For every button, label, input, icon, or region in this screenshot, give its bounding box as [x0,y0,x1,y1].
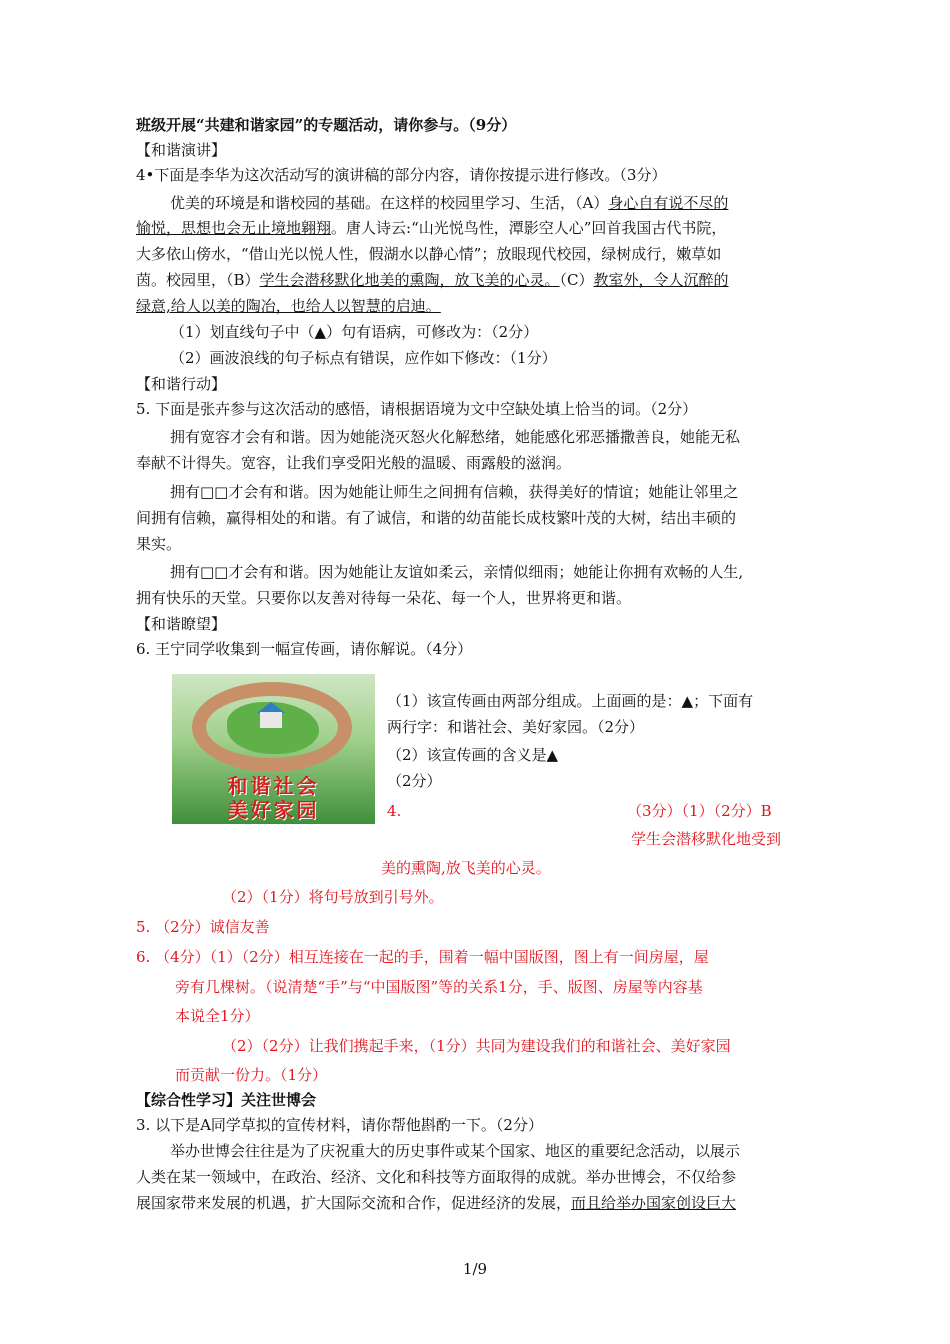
q4-text-b: 。唐人诗云:“山光悦鸟性，潭影空人心”回首我国古代书院， [331,219,727,237]
answer6-line1: 6. （4分）（1）（2分）相互连接在一起的手，围着一幅中国版图，图上有一间房屋，屋 [136,948,709,966]
q6-sub2-line2: （2分） [387,772,442,790]
q4-para-line3: 大多依山傍水，“借山光以悦人性，假湖水以静心情”；放眼现代校园，绿树成行，嫩草如 [136,245,722,263]
q4-sentence-a-start: 身心自有说不尽的 [608,194,729,212]
answer4-line3: 美的熏陶,放飞美的心灵。 [381,859,551,877]
q4-sentence-a-end: 愉悦，思想也会无止境地翱翔 [136,219,332,237]
answer6-line2: 旁有几棵树。（说清楚“手”与“中国版图”等的关系1分，手、版图、房屋等内容基 [175,978,703,996]
q5-para-a1: 拥有宽容才会有和谐。因为她能浇灭怒火化解愁绪，她能感化邪恶播撒善良，她能无私 [170,428,741,446]
answer5: 5. （2分）诚信友善 [136,918,270,936]
q3-para-line3 [136,1192,736,1214]
house-icon [260,712,282,728]
q6-sub2-line1: （2）该宣传画的含义是▲ [387,746,559,764]
q4-text-c: 茵。校园里，（B） [136,271,260,289]
q5-para-c1: 拥有□□才会有和谐。因为她能让友谊如柔云，亲情似细雨；她能让你拥有欢畅的人生, [170,563,744,581]
q3-stem: 3. 以下是A同学草拟的宣传材料，请你帮他斟酌一下。（2分） [136,1116,543,1134]
answer4-line4: （2）（1分）将句号放到引号外。 [222,888,444,906]
q4-sub2: （2）画波浪线的句子标点有错误，应作如下修改：（1分） [170,349,557,367]
activity-title: 班级开展“共建和谐家园”的专题活动，请你参与。（9分） [136,116,517,134]
q5-para-a2: 奉献不计得失。宽容，让我们享受阳光般的温暖、雨露般的滋润。 [136,454,572,472]
answer6-line3: 本说全1分） [175,1007,260,1025]
q4-para-line4 [136,269,729,291]
q4-stem: 4•下面是李华为这次活动写的演讲稿的部分内容，请你按提示进行修改。（3分） [136,166,667,184]
answer6-line4: （2）（2分）让我们携起手来，（1分）共同为建设我们的和谐社会、美好家园 [222,1037,731,1055]
q4-text-a: 优美的环境是和谐校园的基础。在这样的校园里学习、生活，（A） [170,194,609,212]
section-expo: 【综合性学习】关注世博会 [136,1091,317,1109]
q5-para-b1: 拥有□□才会有和谐。因为她能让师生之间拥有信赖，获得美好的情谊；她能让邻里之 [170,483,739,501]
q6-sub1-line2: 两行字：和谐社会、美好家园。（2分） [387,718,645,736]
poster-caption-line2: 美好家园 [227,798,320,822]
q6-stem: 6. 王宁同学收集到一幅宣传画，请你解说。（4分） [136,640,473,658]
q4-para-line5 [136,295,441,317]
q5-para-b3: 果实。 [136,535,182,553]
section-outlook: 【和谐瞭望】 [136,615,227,633]
q4-label-c: （C） [559,271,594,289]
q4-sentence-c-start: 教室外，令人沉醉的 [593,271,729,289]
q3-para-line2: 人类在某一领域中，在政治、经济、文化和科技等方面取得的成就。举办世博会，不仅给参 [136,1168,737,1186]
answer4-line2: 学生会潜移默化地受到 [631,830,782,848]
propaganda-poster-image [172,674,375,824]
q4-para-line1 [170,192,728,214]
q3-para-line1: 举办世博会往往是为了庆祝重大的历史事件或某个国家、地区的重要纪念活动，以展示 [170,1142,741,1160]
q5-stem: 5. 下面是张卉参与这次活动的感悟，请根据语境为文中空缺处填上恰当的词。（2分） [136,400,698,418]
page-number: 1/9 [462,1260,488,1278]
q4-sub1: （1）划直线句子中（▲）句有语病，可修改为：（2分） [170,323,539,341]
q6-sub1-line1: （1）该宣传画由两部分组成。上面画的是：▲；下面有 [387,692,754,710]
answer4-head: （3分）（1）（2分）B [627,802,772,820]
q4-sentence-c-end: 绿意,给人以美的陶冶，也给人以智慧的启迪。 [136,297,441,315]
answer4-number: 4. [387,802,402,820]
q4-sentence-b: 学生会潜移默化地美的熏陶，放飞美的心灵。 [259,271,560,289]
section-speech: 【和谐演讲】 [136,141,227,159]
q5-para-b2: 间拥有信赖，赢得相处的和谐。有了诚信，和谐的幼苗能长成枝繁叶茂的大树，结出丰硕的 [136,509,737,527]
answer6-line5: 而贡献一份力。（1分） [175,1066,328,1084]
q3-underlined-sentence: 而且给举办国家创设巨大 [571,1194,737,1212]
q5-para-c2: 拥有快乐的天堂。只要你以友善对待每一朵花、每一个人，世界将更和谐。 [136,589,632,607]
section-action: 【和谐行动】 [136,375,227,393]
q3-text: 展国家带来发展的机遇，扩大国际交流和合作，促进经济的发展， [136,1194,572,1212]
q4-para-line2 [136,217,726,239]
poster-caption-line1: 和谐社会 [227,774,320,798]
